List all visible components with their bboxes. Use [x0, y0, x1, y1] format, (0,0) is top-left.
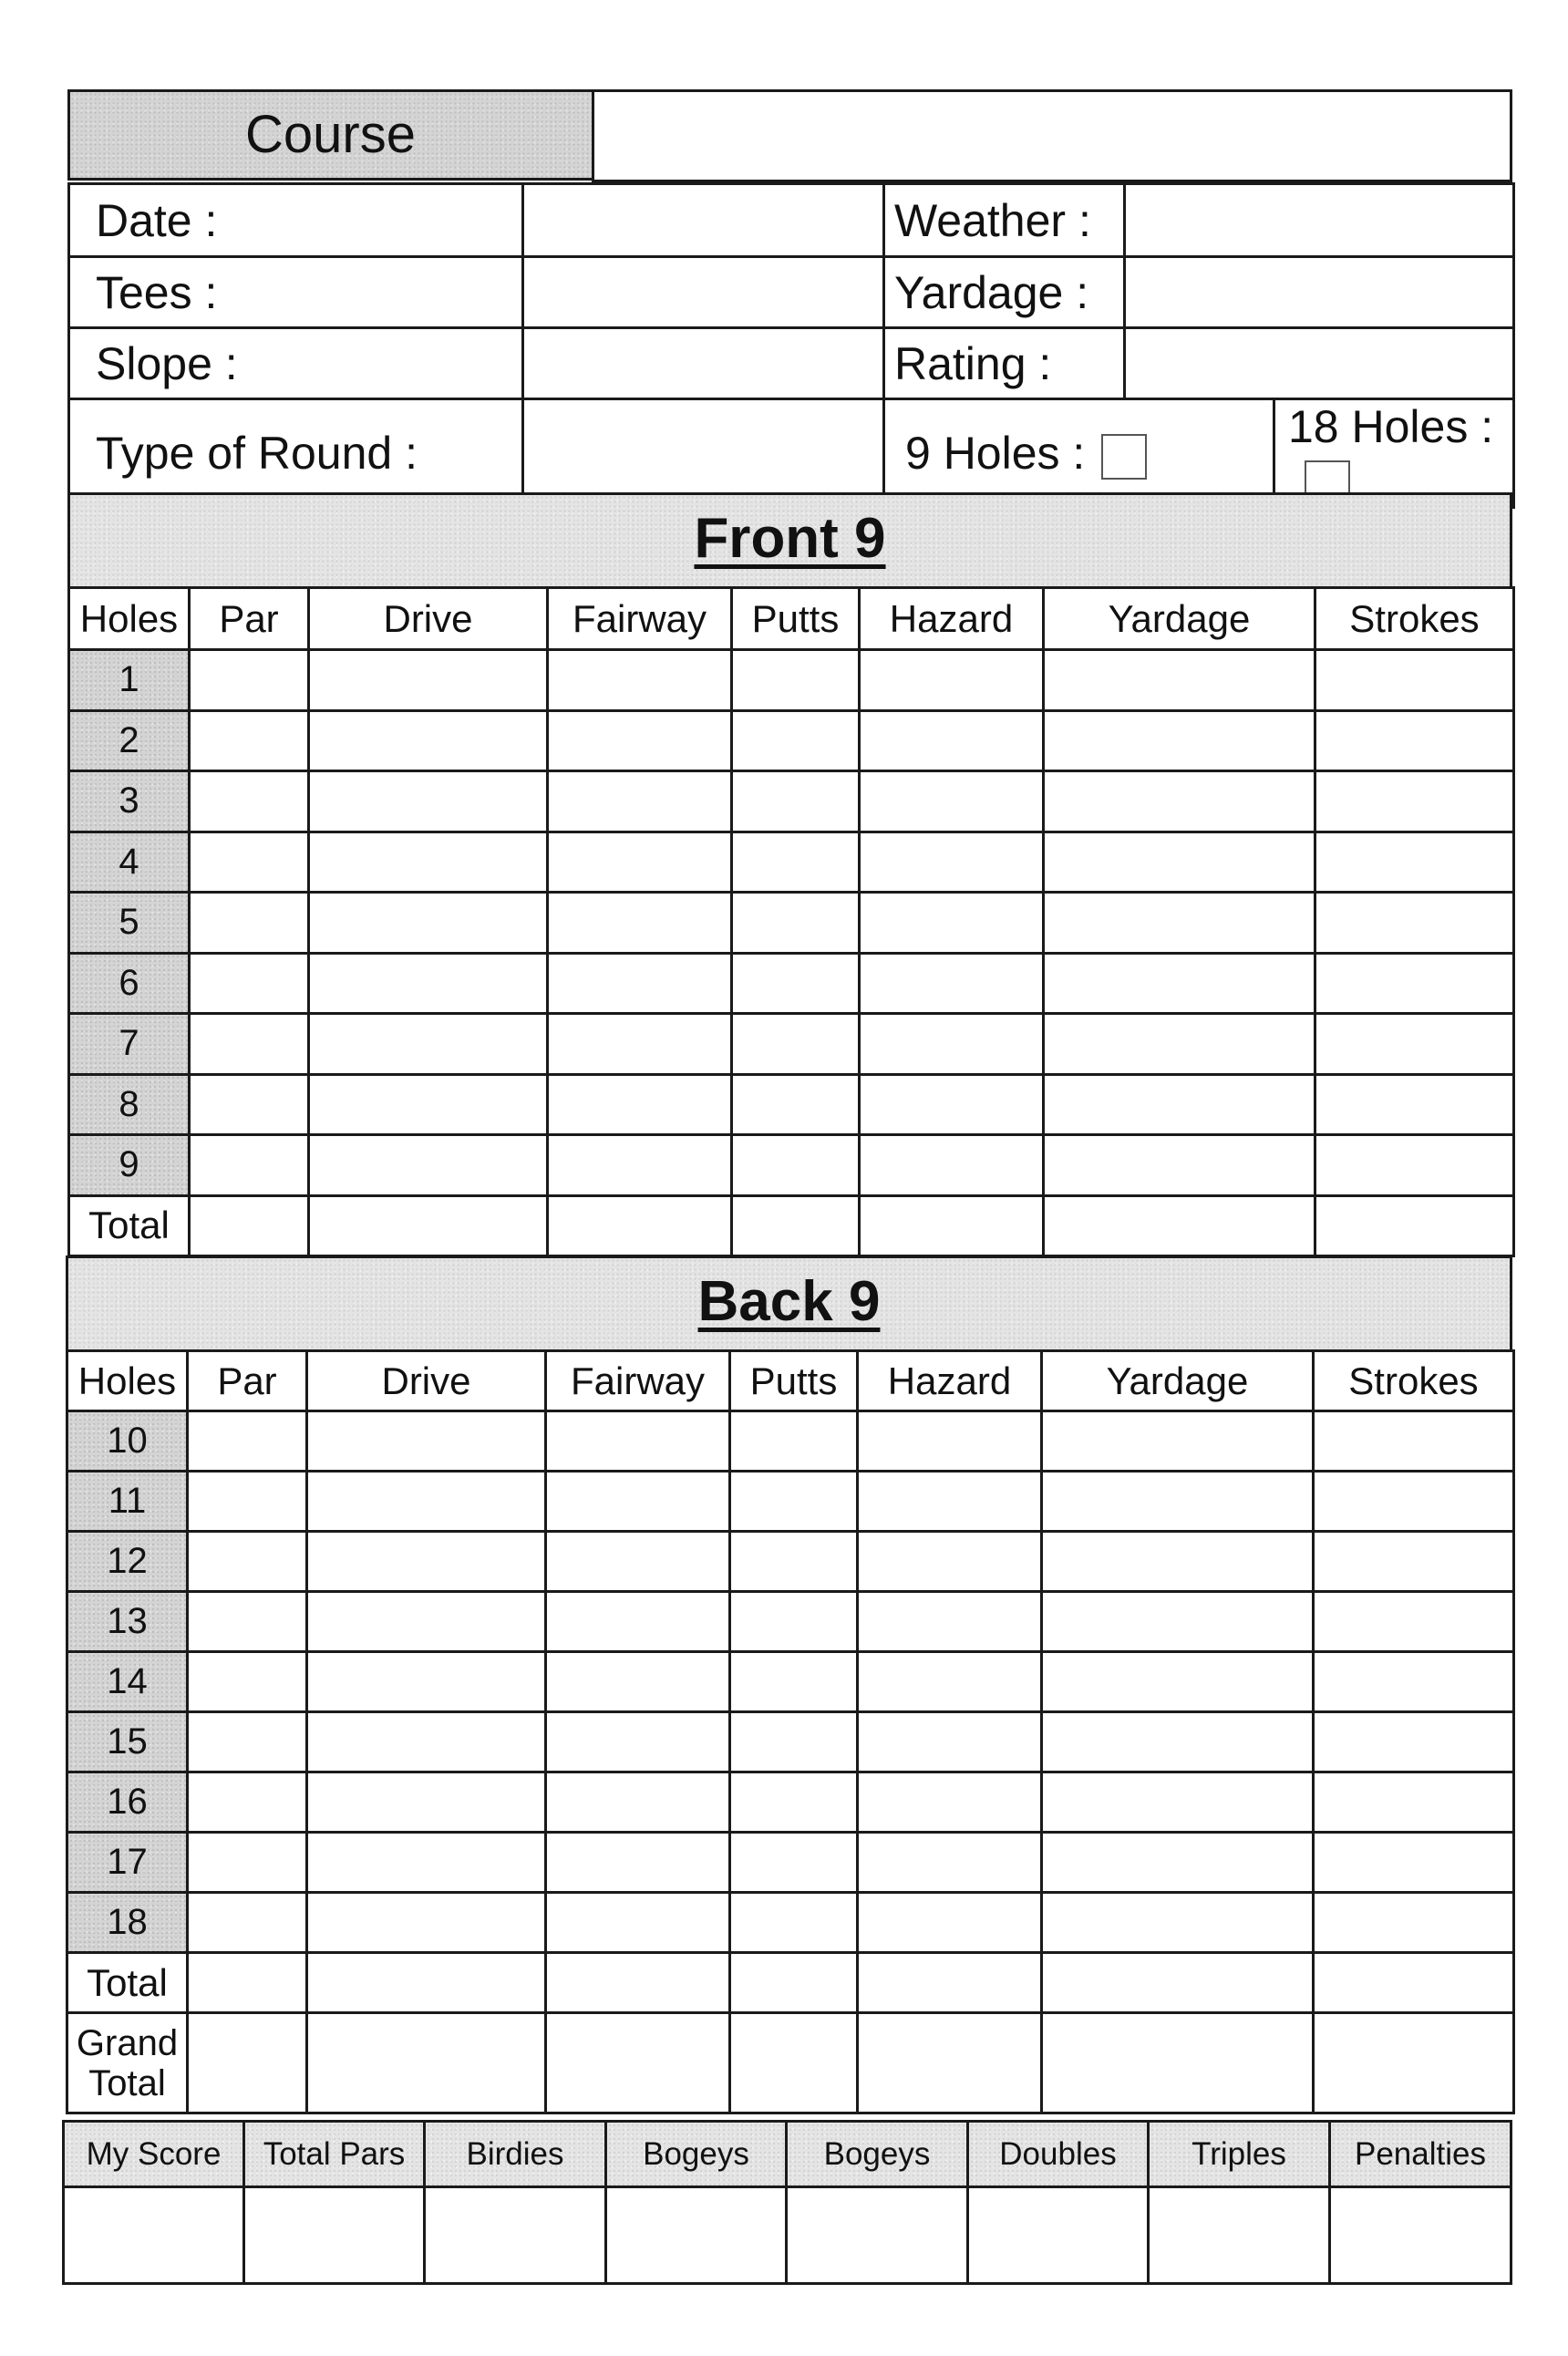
drive-cell[interactable]	[307, 1833, 546, 1893]
type-of-round-field[interactable]	[523, 399, 884, 508]
back9-title-bar	[66, 1256, 1512, 1352]
col-header-strokes: Strokes	[1314, 1351, 1514, 1411]
date-field[interactable]	[523, 184, 884, 257]
back9-title: Back 9	[697, 1270, 881, 1333]
col-header-putts: Putts	[732, 588, 860, 650]
fairway-cell[interactable]	[546, 1652, 730, 1712]
total-yardage-cell[interactable]	[1042, 1953, 1314, 2013]
par-cell[interactable]	[188, 1652, 307, 1712]
drive-cell[interactable]	[307, 1652, 546, 1712]
par-cell[interactable]	[188, 1772, 307, 1833]
round-info-table	[67, 182, 1515, 509]
total-par-cell[interactable]	[190, 1195, 309, 1256]
col-header-holes: Holes	[67, 1351, 188, 1411]
putts-cell[interactable]	[730, 1712, 858, 1772]
hole-number: 18	[67, 1893, 188, 1953]
drive-cell[interactable]	[309, 1014, 548, 1075]
hole-number: 5	[69, 893, 190, 954]
col-header-putts: Putts	[730, 1351, 858, 1411]
strokes-cell[interactable]	[1314, 1592, 1514, 1652]
hole-number: 9	[69, 1135, 190, 1196]
summary-header-bogeys-2: Bogeys	[787, 2122, 968, 2187]
yardage-cell[interactable]	[1044, 832, 1315, 893]
hazard-cell[interactable]	[860, 710, 1044, 771]
fairway-cell[interactable]	[546, 1472, 730, 1532]
hole-row	[69, 1135, 1514, 1196]
hole-row	[67, 1712, 1514, 1772]
hazard-cell[interactable]	[860, 771, 1044, 832]
total-strokes-cell[interactable]	[1314, 1953, 1514, 2013]
total-strokes-cell[interactable]	[1315, 1195, 1514, 1256]
hole-number: 11	[67, 1472, 188, 1532]
hole-row	[67, 1652, 1514, 1712]
hazard-cell[interactable]	[858, 1712, 1042, 1772]
strokes-cell[interactable]	[1315, 893, 1514, 954]
putts-cell[interactable]	[730, 1893, 858, 1953]
hole-row	[69, 650, 1514, 711]
front9-table	[67, 586, 1515, 1257]
total-label: Total	[67, 1953, 188, 2013]
col-header-hazard: Hazard	[860, 588, 1044, 650]
yardage-cell[interactable]	[1044, 710, 1315, 771]
drive-cell[interactable]	[309, 893, 548, 954]
grand-total-putts-cell[interactable]	[730, 2013, 858, 2113]
drive-cell[interactable]	[309, 832, 548, 893]
rating-label: Rating :	[884, 328, 1125, 399]
slope-field[interactable]	[523, 328, 884, 399]
back9-table	[66, 1349, 1515, 2114]
front9-title: Front 9	[694, 507, 886, 570]
yardage-cell[interactable]	[1042, 1712, 1314, 1772]
hole-number: 8	[69, 1074, 190, 1135]
strokes-cell[interactable]	[1314, 1652, 1514, 1712]
fairway-cell[interactable]	[548, 953, 732, 1014]
drive-cell[interactable]	[309, 771, 548, 832]
hazard-cell[interactable]	[858, 1772, 1042, 1833]
drive-cell[interactable]	[307, 1532, 546, 1592]
drive-cell[interactable]	[309, 1135, 548, 1196]
hole-number: 14	[67, 1652, 188, 1712]
putts-cell[interactable]	[730, 1411, 858, 1472]
course-input[interactable]	[592, 89, 1512, 184]
summary-header-total-pars: Total Pars	[244, 2122, 425, 2187]
strokes-cell[interactable]	[1315, 1074, 1514, 1135]
strokes-cell[interactable]	[1315, 1014, 1514, 1075]
fairway-cell[interactable]	[546, 1592, 730, 1652]
hazard-cell[interactable]	[860, 953, 1044, 1014]
col-header-drive: Drive	[309, 588, 548, 650]
yardage-cell[interactable]	[1044, 953, 1315, 1014]
summary-header-doubles: Doubles	[968, 2122, 1149, 2187]
fairway-cell[interactable]	[548, 650, 732, 711]
hazard-cell[interactable]	[858, 1411, 1042, 1472]
col-header-par: Par	[190, 588, 309, 650]
grand-total-drive-cell[interactable]	[307, 2013, 546, 2113]
yardage-cell[interactable]	[1042, 1652, 1314, 1712]
drive-cell[interactable]	[307, 1592, 546, 1652]
fairway-cell[interactable]	[546, 1833, 730, 1893]
hole-row	[69, 1014, 1514, 1075]
nine-holes-option	[884, 399, 1274, 508]
yardage-cell[interactable]	[1044, 1074, 1315, 1135]
grand-total-hazard-cell[interactable]	[858, 2013, 1042, 2113]
hole-number: 10	[67, 1411, 188, 1472]
putts-cell[interactable]	[730, 1772, 858, 1833]
fairway-cell[interactable]	[548, 710, 732, 771]
strokes-cell[interactable]	[1315, 1135, 1514, 1196]
fairway-cell[interactable]	[546, 1411, 730, 1472]
strokes-cell[interactable]	[1315, 832, 1514, 893]
strokes-cell[interactable]	[1314, 1411, 1514, 1472]
hole-row	[67, 1411, 1514, 1472]
hazard-cell[interactable]	[860, 1014, 1044, 1075]
hazard-cell[interactable]	[860, 650, 1044, 711]
hole-row	[69, 771, 1514, 832]
par-cell[interactable]	[190, 650, 309, 711]
grand-total-label	[67, 2013, 188, 2113]
putts-cell[interactable]	[732, 1074, 860, 1135]
hole-row	[67, 1592, 1514, 1652]
summary-header-triples: Triples	[1149, 2122, 1330, 2187]
slope-label: Slope :	[69, 328, 523, 399]
par-cell[interactable]	[190, 893, 309, 954]
drive-cell[interactable]	[307, 1772, 546, 1833]
drive-cell[interactable]	[307, 1712, 546, 1772]
yardage-cell[interactable]	[1044, 893, 1315, 954]
drive-cell[interactable]	[307, 1472, 546, 1532]
hole-row	[69, 1074, 1514, 1135]
par-cell[interactable]	[190, 1074, 309, 1135]
hole-number: 1	[69, 650, 190, 711]
course-label-cell	[67, 89, 594, 181]
yardage-cell[interactable]	[1042, 1592, 1314, 1652]
summary-birdies-field[interactable]	[425, 2187, 606, 2284]
grand-total-fairway-cell[interactable]	[546, 2013, 730, 2113]
summary-header-penalties: Penalties	[1330, 2122, 1511, 2187]
yardage-cell[interactable]	[1042, 1833, 1314, 1893]
strokes-cell[interactable]	[1314, 1712, 1514, 1772]
type-of-round-label: Type of Round :	[69, 399, 523, 508]
fairway-cell[interactable]	[548, 1135, 732, 1196]
putts-cell[interactable]	[732, 953, 860, 1014]
course-label: Course	[245, 105, 416, 164]
date-label: Date :	[69, 184, 523, 257]
par-cell[interactable]	[188, 1472, 307, 1532]
total-hazard-cell[interactable]	[858, 1953, 1042, 2013]
hazard-cell[interactable]	[858, 1472, 1042, 1532]
strokes-cell[interactable]	[1315, 710, 1514, 771]
hole-row	[69, 953, 1514, 1014]
total-row	[69, 1195, 1514, 1256]
hole-number: 13	[67, 1592, 188, 1652]
summary-total-pars-field[interactable]	[244, 2187, 425, 2284]
par-cell[interactable]	[188, 1592, 307, 1652]
drive-cell[interactable]	[309, 710, 548, 771]
hole-number: 3	[69, 771, 190, 832]
eighteen-holes-option	[1274, 399, 1514, 508]
fairway-cell[interactable]	[548, 1074, 732, 1135]
putts-cell[interactable]	[730, 1652, 858, 1712]
yardage-cell[interactable]	[1042, 1772, 1314, 1833]
total-row	[67, 1953, 1514, 2013]
hazard-cell[interactable]	[858, 1652, 1042, 1712]
total-putts-cell[interactable]	[732, 1195, 860, 1256]
summary-header-my-score: My Score	[64, 2122, 244, 2187]
yardage-cell[interactable]	[1044, 1135, 1315, 1196]
tees-field[interactable]	[523, 257, 884, 328]
grand-total-strokes-cell[interactable]	[1314, 2013, 1514, 2113]
hole-number: 17	[67, 1833, 188, 1893]
hole-row	[67, 1472, 1514, 1532]
col-header-strokes: Strokes	[1315, 588, 1514, 650]
putts-cell[interactable]	[732, 1135, 860, 1196]
putts-cell[interactable]	[730, 1532, 858, 1592]
total-drive-cell[interactable]	[307, 1953, 546, 2013]
strokes-cell[interactable]	[1315, 953, 1514, 1014]
fairway-cell[interactable]	[546, 1893, 730, 1953]
drive-cell[interactable]	[307, 1893, 546, 1953]
par-cell[interactable]	[190, 953, 309, 1014]
summary-header-bogeys: Bogeys	[606, 2122, 787, 2187]
summary-bogeys-2-field[interactable]	[787, 2187, 968, 2284]
yardage-label: Yardage :	[884, 257, 1125, 328]
tees-label: Tees :	[69, 257, 523, 328]
hazard-cell[interactable]	[860, 893, 1044, 954]
grand-total-label-line2: Total	[88, 2062, 166, 2103]
strokes-cell[interactable]	[1314, 1772, 1514, 1833]
par-cell[interactable]	[190, 771, 309, 832]
hole-number: 12	[67, 1532, 188, 1592]
strokes-cell[interactable]	[1314, 1532, 1514, 1592]
fairway-cell[interactable]	[548, 893, 732, 954]
par-cell[interactable]	[188, 1411, 307, 1472]
putts-cell[interactable]	[732, 650, 860, 711]
summary-table	[62, 2120, 1512, 2285]
par-cell[interactable]	[188, 1893, 307, 1953]
hole-number: 6	[69, 953, 190, 1014]
yardage-field[interactable]	[1125, 257, 1514, 328]
front9-title-bar	[67, 492, 1512, 589]
hazard-cell[interactable]	[858, 1592, 1042, 1652]
fairway-cell[interactable]	[546, 1712, 730, 1772]
fairway-cell[interactable]	[548, 771, 732, 832]
nine-holes-label: 9 Holes :	[905, 428, 1086, 479]
col-header-yardage: Yardage	[1044, 588, 1315, 650]
par-cell[interactable]	[190, 710, 309, 771]
par-cell[interactable]	[188, 1712, 307, 1772]
summary-header-birdies: Birdies	[425, 2122, 606, 2187]
hole-number: 16	[67, 1772, 188, 1833]
summary-doubles-field[interactable]	[968, 2187, 1149, 2284]
eighteen-holes-label: 18 Holes :	[1288, 401, 1494, 452]
par-cell[interactable]	[188, 1532, 307, 1592]
strokes-cell[interactable]	[1315, 650, 1514, 711]
fairway-cell[interactable]	[546, 1772, 730, 1833]
total-par-cell[interactable]	[188, 1953, 307, 2013]
hole-row	[67, 1893, 1514, 1953]
strokes-cell[interactable]	[1314, 1472, 1514, 1532]
hole-row	[67, 1772, 1514, 1833]
putts-cell[interactable]	[732, 832, 860, 893]
fairway-cell[interactable]	[548, 832, 732, 893]
total-yardage-cell[interactable]	[1044, 1195, 1315, 1256]
strokes-cell[interactable]	[1314, 1893, 1514, 1953]
hole-row	[67, 1833, 1514, 1893]
weather-label: Weather :	[884, 184, 1125, 257]
col-header-fairway: Fairway	[546, 1351, 730, 1411]
col-header-drive: Drive	[307, 1351, 546, 1411]
fairway-cell[interactable]	[546, 1532, 730, 1592]
total-putts-cell[interactable]	[730, 1953, 858, 2013]
par-cell[interactable]	[190, 1014, 309, 1075]
putts-cell[interactable]	[732, 893, 860, 954]
col-header-hazard: Hazard	[858, 1351, 1042, 1411]
total-fairway-cell[interactable]	[546, 1953, 730, 2013]
par-cell[interactable]	[188, 1833, 307, 1893]
hole-number: 7	[69, 1014, 190, 1075]
putts-cell[interactable]	[730, 1472, 858, 1532]
par-cell[interactable]	[190, 832, 309, 893]
yardage-cell[interactable]	[1042, 1893, 1314, 1953]
hazard-cell[interactable]	[860, 832, 1044, 893]
summary-penalties-field[interactable]	[1330, 2187, 1511, 2284]
yardage-cell[interactable]	[1042, 1411, 1314, 1472]
putts-cell[interactable]	[732, 710, 860, 771]
grand-total-yardage-cell[interactable]	[1042, 2013, 1314, 2113]
drive-cell[interactable]	[309, 650, 548, 711]
hole-row	[69, 893, 1514, 954]
grand-total-row	[67, 2013, 1514, 2113]
grand-total-par-cell[interactable]	[188, 2013, 307, 2113]
drive-cell[interactable]	[307, 1411, 546, 1472]
hazard-cell[interactable]	[860, 1074, 1044, 1135]
par-cell[interactable]	[190, 1135, 309, 1196]
hazard-cell[interactable]	[858, 1532, 1042, 1592]
strokes-cell[interactable]	[1314, 1833, 1514, 1893]
putts-cell[interactable]	[732, 771, 860, 832]
col-header-par: Par	[188, 1351, 307, 1411]
putts-cell[interactable]	[730, 1592, 858, 1652]
yardage-cell[interactable]	[1044, 771, 1315, 832]
yardage-cell[interactable]	[1042, 1532, 1314, 1592]
hazard-cell[interactable]	[858, 1833, 1042, 1893]
putts-cell[interactable]	[732, 1014, 860, 1075]
total-label: Total	[69, 1195, 190, 1256]
hole-number: 2	[69, 710, 190, 771]
col-header-yardage: Yardage	[1042, 1351, 1314, 1411]
drive-cell[interactable]	[309, 953, 548, 1014]
weather-field[interactable]	[1125, 184, 1514, 257]
strokes-cell[interactable]	[1315, 771, 1514, 832]
total-drive-cell[interactable]	[309, 1195, 548, 1256]
rating-field[interactable]	[1125, 328, 1514, 399]
yardage-cell[interactable]	[1042, 1472, 1314, 1532]
summary-bogeys-field[interactable]	[606, 2187, 787, 2284]
yardage-cell[interactable]	[1044, 1014, 1315, 1075]
col-header-fairway: Fairway	[548, 588, 732, 650]
hole-number: 15	[67, 1712, 188, 1772]
grand-total-label-line1: Grand	[76, 2022, 179, 2063]
hazard-cell[interactable]	[860, 1135, 1044, 1196]
summary-my-score-field[interactable]	[64, 2187, 244, 2284]
hazard-cell[interactable]	[858, 1893, 1042, 1953]
hole-row	[69, 710, 1514, 771]
col-header-holes: Holes	[69, 588, 190, 650]
fairway-cell[interactable]	[548, 1014, 732, 1075]
drive-cell[interactable]	[309, 1074, 548, 1135]
yardage-cell[interactable]	[1044, 650, 1315, 711]
total-hazard-cell[interactable]	[860, 1195, 1044, 1256]
total-fairway-cell[interactable]	[548, 1195, 732, 1256]
hole-number: 4	[69, 832, 190, 893]
hole-row	[69, 832, 1514, 893]
nine-holes-checkbox[interactable]	[1101, 434, 1147, 480]
putts-cell[interactable]	[730, 1833, 858, 1893]
hole-row	[67, 1532, 1514, 1592]
summary-triples-field[interactable]	[1149, 2187, 1330, 2284]
